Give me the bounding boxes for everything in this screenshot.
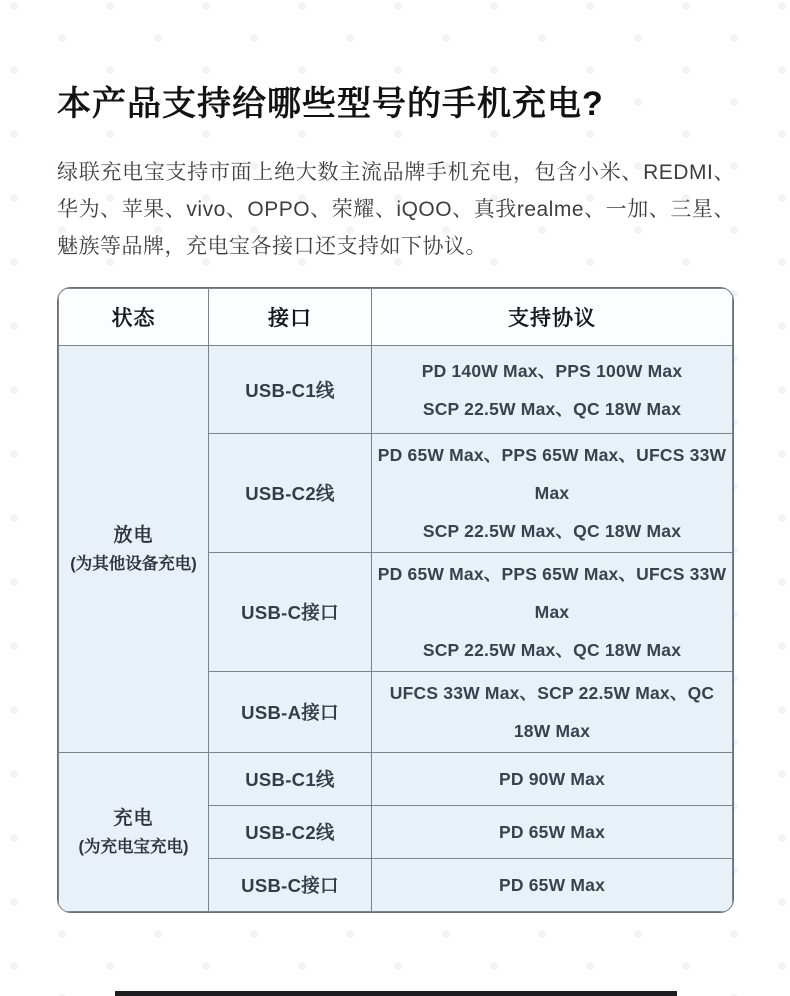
protocol-line: PD 65W Max <box>498 875 606 895</box>
interface-cell: USB-C1线 <box>209 753 372 806</box>
product-faq-page <box>0 84 790 996</box>
protocols-cell <box>372 672 733 753</box>
protocols-cell <box>372 859 733 912</box>
protocols-cell <box>372 434 733 553</box>
protocol-line: PD 65W Max <box>498 822 606 842</box>
protocols-cell <box>372 346 733 434</box>
protocols-cell <box>372 753 733 806</box>
next-section-edge <box>115 991 677 996</box>
protocols-cell <box>372 553 733 672</box>
state-title: 充电 <box>113 807 154 829</box>
interface-cell: USB-A接口 <box>209 672 372 753</box>
protocols-cell <box>372 806 733 859</box>
protocol-line: PD 65W Max、PPS 65W Max、UFCS 33W Max <box>377 564 727 622</box>
protocol-line: SCP 22.5W Max、QC 18W Max <box>422 640 682 660</box>
interface-cell: USB-C接口 <box>209 859 372 912</box>
interface-cell: USB-C1线 <box>209 346 372 434</box>
state-subtitle: (为其他设备充电) <box>70 554 197 573</box>
interface-cell: USB-C接口 <box>209 553 372 672</box>
protocol-line: PD 90W Max <box>498 769 606 789</box>
interface-cell: USB-C2线 <box>209 434 372 553</box>
protocol-line: UFCS 33W Max、SCP 22.5W Max、QC 18W Max <box>389 683 715 741</box>
protocol-line: SCP 22.5W Max、QC 18W Max <box>422 521 682 541</box>
col-header-interface: 接口 <box>209 289 372 346</box>
faq-section <box>0 84 790 913</box>
interface-cell: USB-C2线 <box>209 806 372 859</box>
table-row <box>59 753 733 806</box>
page-title: 本产品支持给哪些型号的手机充电? <box>57 85 604 123</box>
protocol-spec-table <box>57 287 734 913</box>
intro-text: 绿联充电宝支持市面上绝大数主流品牌手机充电，包含小米、REDMI、华为、苹果、vivo、OPPO、荣耀、iQOO、真我realme、一加、三星、魅族等品牌，充电宝各接口还支持如下协议。 <box>57 161 735 258</box>
state-cell-charge <box>59 753 209 912</box>
table-row <box>59 346 733 434</box>
table-header-row <box>59 289 733 346</box>
protocol-line: PD 140W Max、PPS 100W Max <box>421 360 683 381</box>
state-subtitle: (为充电宝充电) <box>78 837 189 856</box>
protocol-line: PD 65W Max、PPS 65W Max、UFCS 33W Max <box>377 445 727 503</box>
state-title: 放电 <box>113 524 154 546</box>
col-header-state: 状态 <box>59 289 209 346</box>
protocol-line: SCP 22.5W Max、QC 18W Max <box>422 398 682 419</box>
state-cell-discharge <box>59 346 209 753</box>
col-header-protocols: 支持协议 <box>372 289 733 346</box>
